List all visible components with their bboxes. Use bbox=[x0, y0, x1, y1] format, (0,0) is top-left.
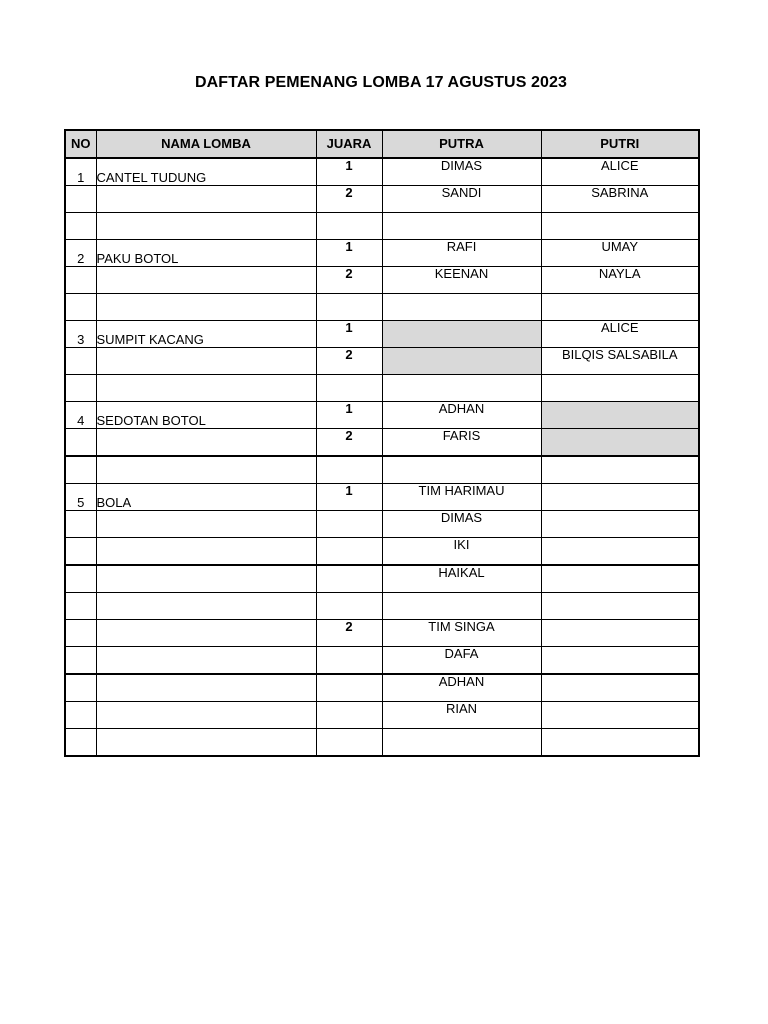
no-cell bbox=[65, 647, 96, 675]
putri-cell bbox=[541, 402, 699, 429]
header-row bbox=[65, 130, 699, 158]
table-row bbox=[65, 538, 699, 566]
no-cell: 5 bbox=[65, 484, 96, 511]
putra-cell: FARIS bbox=[382, 429, 541, 457]
nama-lomba-cell: CANTEL TUDUNG bbox=[96, 158, 316, 186]
putri-cell bbox=[541, 538, 699, 566]
table-row bbox=[65, 674, 699, 702]
putri-cell bbox=[541, 213, 699, 240]
juara-cell bbox=[316, 511, 382, 538]
juara-cell bbox=[316, 674, 382, 702]
nama-lomba-cell bbox=[96, 511, 316, 538]
table-row bbox=[65, 213, 699, 240]
putri-cell bbox=[541, 702, 699, 729]
putra-cell: ADHAN bbox=[382, 402, 541, 429]
putra-cell bbox=[382, 729, 541, 757]
page-title: DAFTAR PEMENANG LOMBA 17 AGUSTUS 2023 bbox=[194, 74, 568, 91]
nama-lomba-cell bbox=[96, 429, 316, 457]
no-cell bbox=[65, 538, 96, 566]
table-row bbox=[65, 240, 699, 267]
table-row bbox=[65, 593, 699, 620]
no-cell bbox=[65, 565, 96, 593]
table-row bbox=[65, 158, 699, 186]
juara-cell: 1 bbox=[316, 240, 382, 267]
juara-cell bbox=[316, 593, 382, 620]
nama-lomba-cell bbox=[96, 186, 316, 213]
no-cell: 3 bbox=[65, 321, 96, 348]
nama-lomba-cell bbox=[96, 456, 316, 484]
no-cell: 2 bbox=[65, 240, 96, 267]
putri-cell bbox=[541, 674, 699, 702]
nama-lomba-cell bbox=[96, 593, 316, 620]
table-row bbox=[65, 511, 699, 538]
juara-cell bbox=[316, 456, 382, 484]
table-row bbox=[65, 294, 699, 321]
nama-lomba-cell bbox=[96, 702, 316, 729]
putra-cell bbox=[382, 593, 541, 620]
no-cell: 1 bbox=[65, 158, 96, 186]
no-cell bbox=[65, 213, 96, 240]
juara-cell: 1 bbox=[316, 402, 382, 429]
winners-table bbox=[64, 129, 700, 757]
putra-cell: RIAN bbox=[382, 702, 541, 729]
header-no: NO bbox=[65, 130, 96, 158]
juara-cell bbox=[316, 565, 382, 593]
putri-cell bbox=[541, 565, 699, 593]
putra-cell: DAFA bbox=[382, 647, 541, 675]
juara-cell bbox=[316, 213, 382, 240]
table-row bbox=[65, 456, 699, 484]
no-cell bbox=[65, 702, 96, 729]
putra-cell: IKI bbox=[382, 538, 541, 566]
juara-cell bbox=[316, 294, 382, 321]
putri-cell: SABRINA bbox=[541, 186, 699, 213]
table-row bbox=[65, 647, 699, 675]
no-cell bbox=[65, 429, 96, 457]
nama-lomba-cell bbox=[96, 348, 316, 375]
nama-lomba-cell bbox=[96, 267, 316, 294]
putri-cell bbox=[541, 511, 699, 538]
table-row bbox=[65, 429, 699, 457]
no-cell: 4 bbox=[65, 402, 96, 429]
putra-cell: RAFI bbox=[382, 240, 541, 267]
putri-cell bbox=[541, 429, 699, 457]
putra-cell bbox=[382, 294, 541, 321]
juara-cell: 2 bbox=[316, 620, 382, 647]
putri-cell bbox=[541, 647, 699, 675]
header-juara: JUARA bbox=[316, 130, 382, 158]
header-putri: PUTRI bbox=[541, 130, 699, 158]
nama-lomba-cell bbox=[96, 294, 316, 321]
putra-cell bbox=[382, 348, 541, 375]
no-cell bbox=[65, 511, 96, 538]
table-row bbox=[65, 620, 699, 647]
putri-cell bbox=[541, 593, 699, 620]
header-nama-lomba: NAMA LOMBA bbox=[96, 130, 316, 158]
no-cell bbox=[65, 620, 96, 647]
juara-cell: 1 bbox=[316, 321, 382, 348]
table-row bbox=[65, 375, 699, 402]
table-row bbox=[65, 729, 699, 757]
putri-cell bbox=[541, 456, 699, 484]
putra-cell bbox=[382, 213, 541, 240]
putra-cell: SANDI bbox=[382, 186, 541, 213]
no-cell bbox=[65, 348, 96, 375]
table-row bbox=[65, 484, 699, 511]
nama-lomba-cell bbox=[96, 213, 316, 240]
putra-cell: KEENAN bbox=[382, 267, 541, 294]
putri-cell: BILQIS SALSABILA bbox=[541, 348, 699, 375]
nama-lomba-cell bbox=[96, 375, 316, 402]
putra-cell bbox=[382, 321, 541, 348]
putri-cell bbox=[541, 294, 699, 321]
nama-lomba-cell bbox=[96, 647, 316, 675]
table-row bbox=[65, 348, 699, 375]
nama-lomba-cell: PAKU BOTOL bbox=[96, 240, 316, 267]
no-cell bbox=[65, 593, 96, 620]
no-cell bbox=[65, 456, 96, 484]
no-cell bbox=[65, 186, 96, 213]
table-row bbox=[65, 267, 699, 294]
juara-cell: 2 bbox=[316, 348, 382, 375]
nama-lomba-cell bbox=[96, 538, 316, 566]
juara-cell bbox=[316, 538, 382, 566]
putra-cell: TIM SINGA bbox=[382, 620, 541, 647]
nama-lomba-cell bbox=[96, 674, 316, 702]
table-row bbox=[65, 402, 699, 429]
putra-cell bbox=[382, 375, 541, 402]
juara-cell: 2 bbox=[316, 429, 382, 457]
juara-cell: 1 bbox=[316, 158, 382, 186]
putra-cell bbox=[382, 456, 541, 484]
juara-cell bbox=[316, 729, 382, 757]
nama-lomba-cell bbox=[96, 620, 316, 647]
no-cell bbox=[65, 375, 96, 402]
header-putra: PUTRA bbox=[382, 130, 541, 158]
putri-cell bbox=[541, 375, 699, 402]
nama-lomba-cell bbox=[96, 729, 316, 757]
putra-cell: DIMAS bbox=[382, 511, 541, 538]
nama-lomba-cell: SUMPIT KACANG bbox=[96, 321, 316, 348]
table-row bbox=[65, 702, 699, 729]
table-row bbox=[65, 321, 699, 348]
table-body bbox=[65, 158, 699, 756]
no-cell bbox=[65, 729, 96, 757]
juara-cell: 2 bbox=[316, 267, 382, 294]
nama-lomba-cell bbox=[96, 565, 316, 593]
nama-lomba-cell: SEDOTAN BOTOL bbox=[96, 402, 316, 429]
no-cell bbox=[65, 294, 96, 321]
putra-cell: HAIKAL bbox=[382, 565, 541, 593]
no-cell bbox=[65, 674, 96, 702]
putra-cell: DIMAS bbox=[382, 158, 541, 186]
table-row bbox=[65, 186, 699, 213]
putri-cell: ALICE bbox=[541, 158, 699, 186]
juara-cell bbox=[316, 375, 382, 402]
putri-cell bbox=[541, 620, 699, 647]
table-row bbox=[65, 565, 699, 593]
putri-cell: UMAY bbox=[541, 240, 699, 267]
nama-lomba-cell: BOLA bbox=[96, 484, 316, 511]
juara-cell: 1 bbox=[316, 484, 382, 511]
putra-cell: ADHAN bbox=[382, 674, 541, 702]
juara-cell bbox=[316, 702, 382, 729]
putri-cell: NAYLA bbox=[541, 267, 699, 294]
putra-cell: TIM HARIMAU bbox=[382, 484, 541, 511]
juara-cell: 2 bbox=[316, 186, 382, 213]
putri-cell bbox=[541, 484, 699, 511]
putri-cell bbox=[541, 729, 699, 757]
no-cell bbox=[65, 267, 96, 294]
putri-cell: ALICE bbox=[541, 321, 699, 348]
juara-cell bbox=[316, 647, 382, 675]
